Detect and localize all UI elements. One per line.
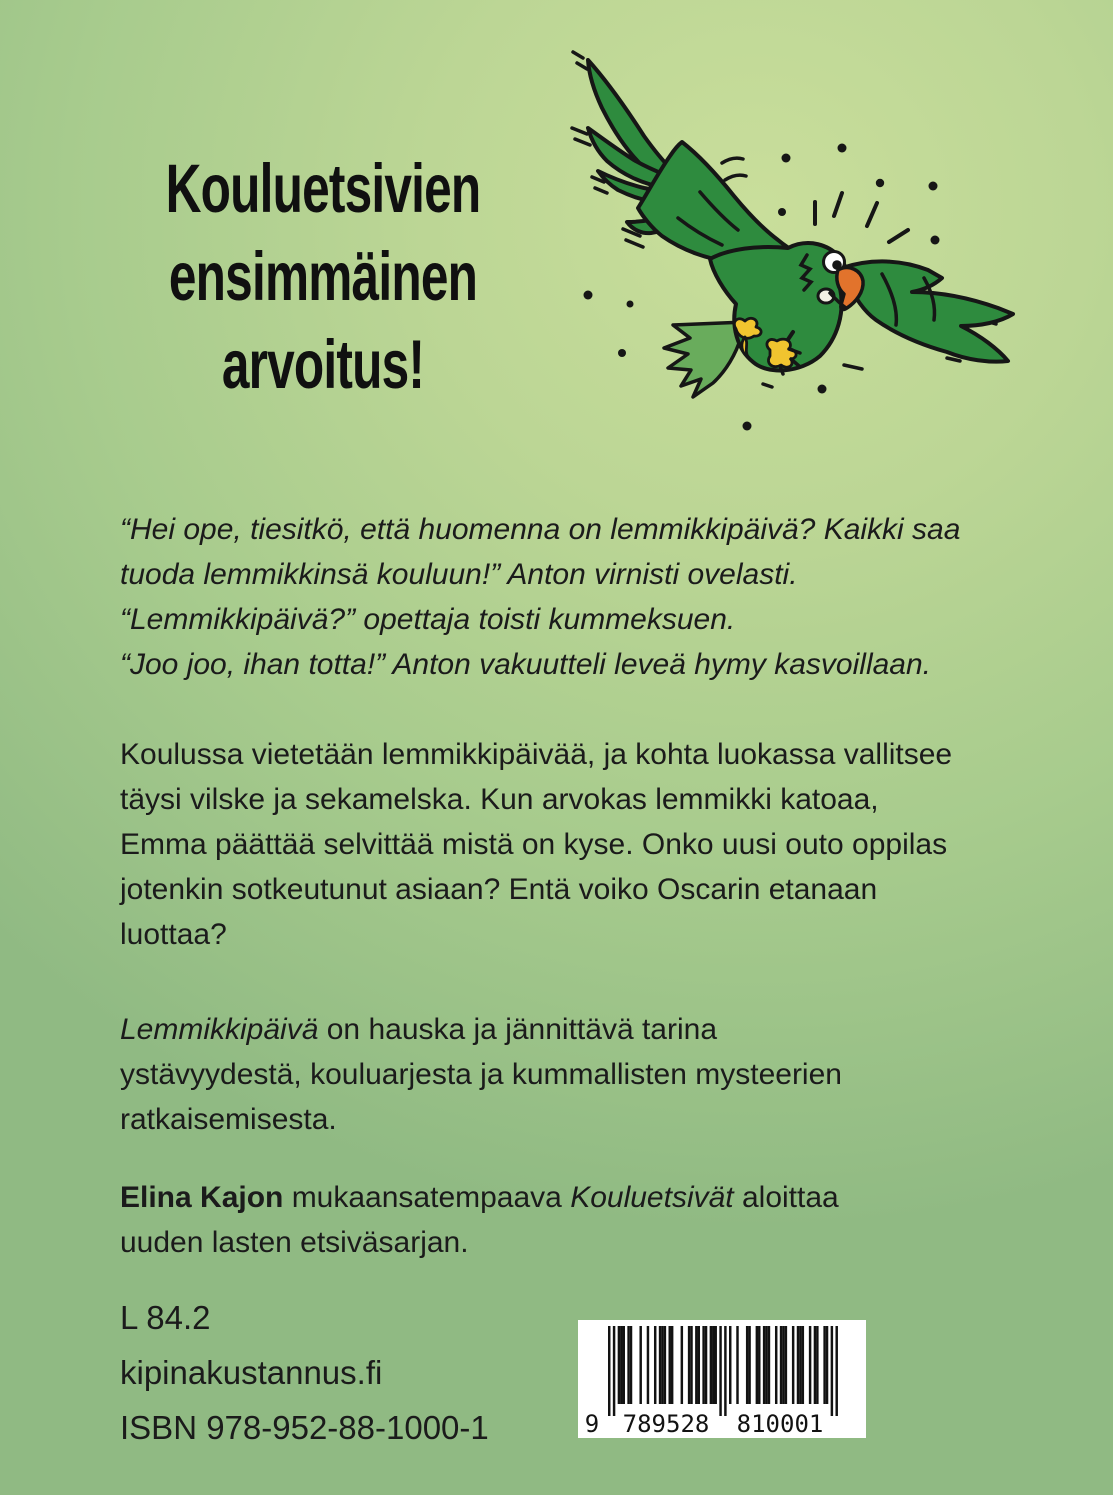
author-line-1 [120, 1175, 1080, 1220]
pitch-line-2: ystävyydestä, kouluarjesta ja kummallisten mysteerien [120, 1058, 842, 1091]
author-line-2: uuden lasten etsiväsarjan. [120, 1226, 469, 1259]
pitch-paragraph [120, 1007, 1080, 1142]
text-line: Emma päättää selvittää mistä on kyse. Onko uusi outo oppilas [120, 828, 948, 861]
text-line: Koulussa vietetään lemmikkipäivää, ja kohta luokassa vallitsee [120, 738, 953, 771]
isbn-line: ISBN 978-952-88-1000-1 [120, 1409, 489, 1446]
author-name: Elina Kajon [120, 1181, 284, 1214]
flying-parrot-illustration [550, 20, 1113, 440]
library-classification: L 84.2 [120, 1299, 211, 1336]
synopsis-paragraph [120, 732, 1080, 957]
barcode-digit-group-2: 789528 [622, 1410, 710, 1438]
text-line: “Lemmikkipäivä?” opettaja toisti kummeksuen. [120, 603, 736, 636]
parrot-tail [664, 322, 746, 397]
text-line: jotenkin sotkeutunut asiaan? Entä voiko Oscarin etanaan [120, 873, 878, 906]
barcode [578, 1320, 866, 1438]
pitch-line-1 [120, 1007, 1080, 1052]
pitch-line-1-rest: on hauska ja jännittävä tarina [318, 1013, 718, 1046]
pitch-line-3: ratkaisemisesta. [120, 1103, 337, 1136]
tagline-line-1: Kouluetsivien [165, 151, 481, 228]
tagline-line-3: arvoitus! [221, 327, 425, 404]
parrot-left-wing [588, 60, 796, 263]
book-title: Lemmikkipäivä [120, 1013, 319, 1046]
author-line-1-rest: aloittaa [733, 1181, 839, 1214]
barcode-digit-group-3: 810001 [736, 1410, 824, 1438]
text-line: tuoda lemmikkinsä kouluun!” Anton virnisti ovelasti. [120, 558, 798, 591]
author-paragraph [120, 1175, 1080, 1265]
text-line: “Hei ope, tiesitkö, että huomenna on lemmikkipäivä? Kaikki saa [120, 513, 961, 546]
tagline-line-2: ensimmäinen [168, 239, 478, 316]
barcode-digit-group-1: 9 [584, 1410, 600, 1438]
squawk-burst-lines [815, 193, 908, 242]
tagline [157, 146, 488, 410]
publisher-website: kipinakustannus.fi [120, 1354, 383, 1391]
publisher-info [120, 1290, 489, 1455]
text-line: “Joo joo, ihan totta!” Anton vakuutteli leveä hymy kasvoillaan. [120, 648, 931, 681]
text-line: luottaa? [120, 918, 227, 951]
parrot-right-wing [842, 261, 1013, 361]
text-line: täysi vilske ja sekamelska. Kun arvokas lemmikki katoaa, [120, 783, 879, 816]
series-title: Kouluetsivät [570, 1181, 734, 1214]
dialogue-paragraph [120, 507, 1080, 687]
author-line-middle: mukaansatempaava [283, 1181, 571, 1214]
